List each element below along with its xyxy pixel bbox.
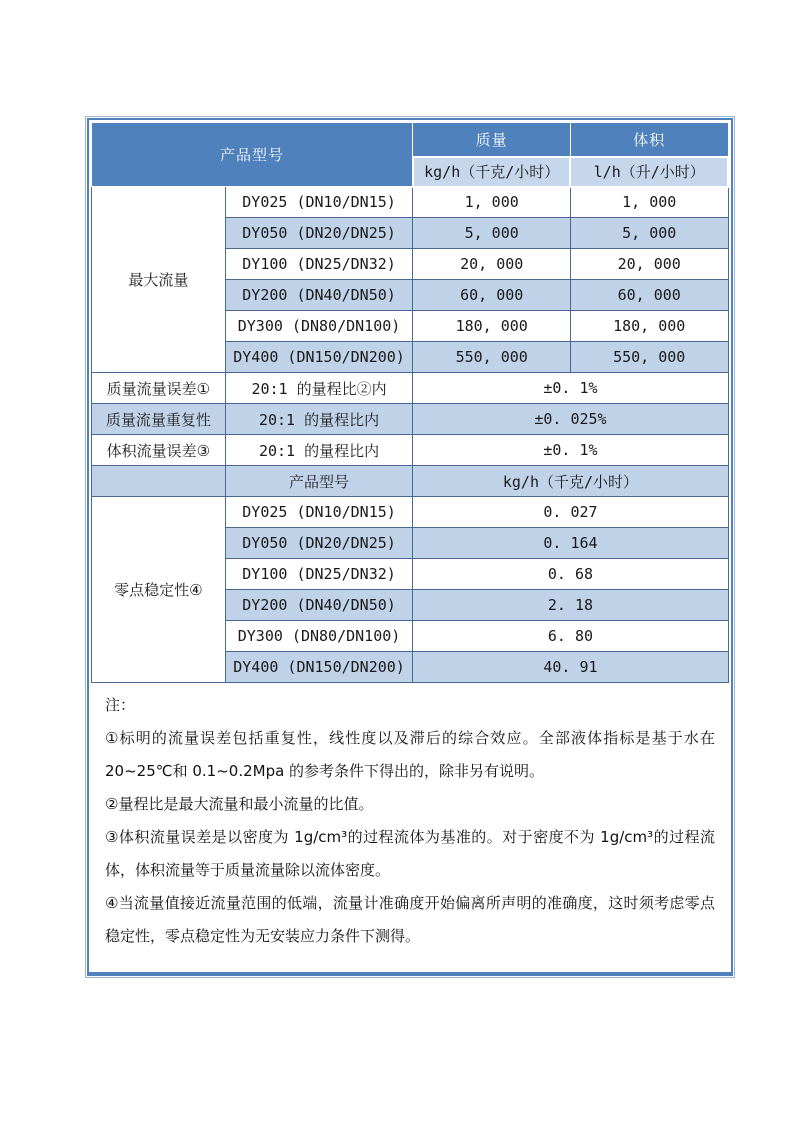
table-row: [92, 466, 729, 497]
document-border-frame: [87, 118, 733, 976]
model-cell: DY200 (DN40/DN50): [225, 280, 413, 311]
table-row: [92, 435, 729, 466]
header-mass-group: 质量: [413, 123, 571, 157]
mass-error-label: 质量流量误差①: [92, 373, 226, 404]
header-volume-group: 体积: [570, 123, 728, 157]
zero-header-unit: kg/h（千克/小时）: [413, 466, 728, 497]
model-cell: DY050 (DN20/DN25): [225, 528, 413, 559]
volume-value-cell: 550, 000: [570, 342, 728, 373]
volume-value-cell: 20, 000: [570, 249, 728, 280]
mass-value-cell: 180, 000: [413, 311, 571, 342]
zero-value-cell: 40. 91: [413, 652, 728, 683]
table-row: [92, 187, 729, 218]
header-mass-unit: kg/h（千克/小时）: [413, 157, 571, 187]
table-row: [92, 404, 729, 435]
model-cell: DY200 (DN40/DN50): [225, 590, 413, 621]
volume-value-cell: 180, 000: [570, 311, 728, 342]
spec-value-cell: ±0. 025%: [413, 404, 728, 435]
note-item-2: ②量程比是最大流量和最小流量的比值。: [105, 795, 374, 813]
mass-repeatability-label: 质量流量重复性: [92, 404, 226, 435]
spec-value-cell: ±0. 1%: [413, 435, 728, 466]
model-cell: DY025 (DN10/DN15): [225, 497, 413, 528]
header-product-model: 产品型号: [92, 123, 413, 187]
max-flow-label: 最大流量: [92, 187, 226, 373]
volume-value-cell: 60, 000: [570, 280, 728, 311]
zero-value-cell: 0. 027: [413, 497, 728, 528]
zero-value-cell: 2. 18: [413, 590, 728, 621]
volume-value-cell: 1, 000: [570, 187, 728, 218]
zero-value-cell: 0. 164: [413, 528, 728, 559]
volume-value-cell: 5, 000: [570, 218, 728, 249]
note-item-4: ④当流量值接近流量范围的低端，流量计准确度开始偏离所声明的准确度，这时须考虑零点稳定性，零点稳定性为无安装应力条件下测得。: [105, 894, 715, 945]
mass-value-cell: 1, 000: [413, 187, 571, 218]
model-cell: DY100 (DN25/DN32): [225, 559, 413, 590]
model-cell: DY100 (DN25/DN32): [225, 249, 413, 280]
condition-cell: 20:1 的量程比内: [225, 404, 413, 435]
model-cell: DY025 (DN10/DN15): [225, 187, 413, 218]
zero-stability-label: 零点稳定性④: [92, 497, 226, 683]
model-cell: DY050 (DN20/DN25): [225, 218, 413, 249]
zero-value-cell: 0. 68: [413, 559, 728, 590]
model-cell: DY300 (DN80/DN100): [225, 311, 413, 342]
table-row: [92, 497, 729, 528]
notes-section: [91, 683, 729, 953]
zero-header-empty-cell: [92, 466, 226, 497]
spec-value-cell: ±0. 1%: [413, 373, 728, 404]
zero-header-product-model: 产品型号: [225, 466, 413, 497]
model-cell: DY400 (DN150/DN200): [225, 342, 413, 373]
zero-value-cell: 6. 80: [413, 621, 728, 652]
header-volume-unit: l/h（升/小时）: [570, 157, 728, 187]
notes-title: 注：: [105, 696, 136, 714]
note-item-3: ③体积流量误差是以密度为 1g/cm³的过程流体为基准的。对于密度不为 1g/cm³的过程流体，体积流量等于质量流量除以流体密度。: [105, 828, 715, 879]
mass-value-cell: 550, 000: [413, 342, 571, 373]
volume-error-label: 体积流量误差③: [92, 435, 226, 466]
mass-value-cell: 5, 000: [413, 218, 571, 249]
mass-value-cell: 20, 000: [413, 249, 571, 280]
mass-value-cell: 60, 000: [413, 280, 571, 311]
model-cell: DY400 (DN150/DN200): [225, 652, 413, 683]
model-cell: DY300 (DN80/DN100): [225, 621, 413, 652]
flowmeter-spec-table: [91, 122, 729, 683]
note-item-1: ①标明的流量误差包括重复性，线性度以及滞后的综合效应。全部液体指标是基于水在20~25℃和 0.1~0.2Mpa 的参考条件下得出的，除非另有说明。: [105, 729, 715, 780]
condition-cell: 20:1 的量程比内: [225, 435, 413, 466]
table-row: [92, 373, 729, 404]
condition-cell: 20:1 的量程比②内: [225, 373, 413, 404]
